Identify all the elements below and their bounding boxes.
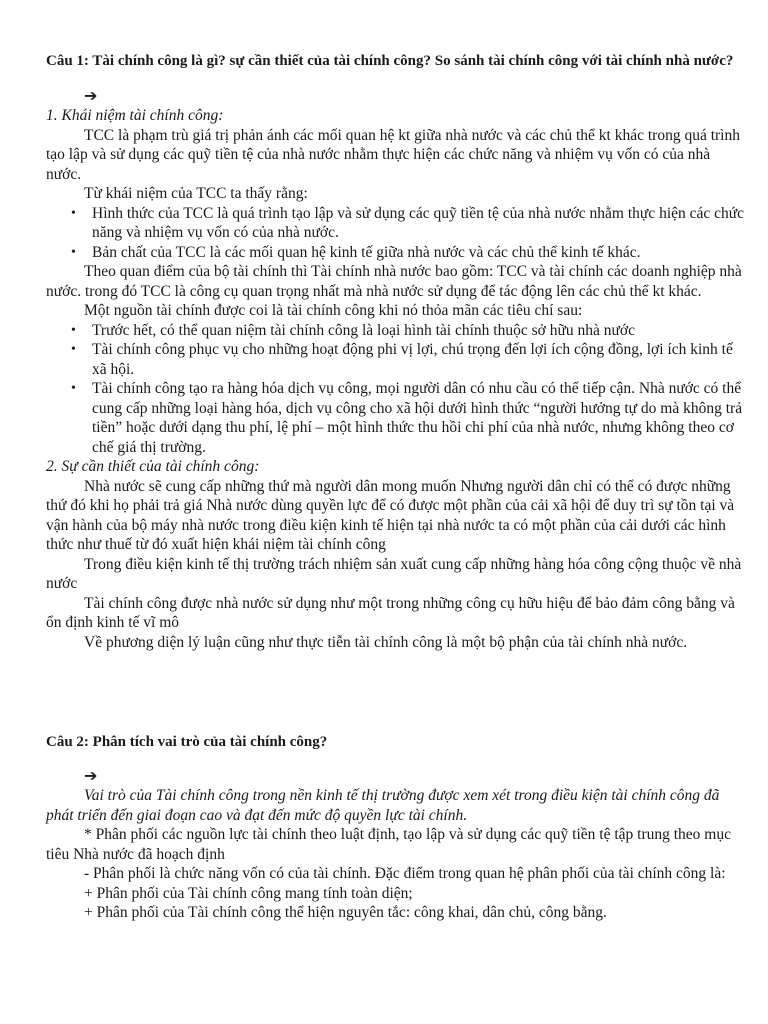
question-2-body	[46, 786, 746, 923]
question-1-body	[46, 106, 746, 652]
arrow-right-icon: ➔	[84, 768, 98, 785]
bullet-icon: •	[71, 205, 76, 221]
section-heading-definition: 1. Khái niệm tài chính công:	[46, 107, 224, 124]
bullet-icon: •	[71, 322, 76, 338]
bullet-icon: •	[71, 244, 76, 260]
bullet-icon: •	[71, 381, 76, 396]
paragraph: Về phương diện lý luận cũng như thực tiễn tài chính công là một bộ phận của tài chính nhà nước.	[84, 633, 688, 651]
question-2-title: Câu 2: Phân tích vai trò của tài chính công?	[46, 734, 328, 750]
paragraph: Tài chính công được nhà nước sử dụng như một trong những công cụ hữu hiệu để bảo đảm công bằng và ổn định kinh tế vĩ mô	[46, 594, 735, 631]
paragraph: Từ khái niệm của TCC ta thấy rằng:	[84, 185, 308, 202]
bullet-icon: •	[71, 342, 76, 357]
paragraph-intro: Vai trò của Tài chính công trong nền kinh tế thị trường được xem xét trong điều kiện tài chính công đã phát triển đến giai đoạn cao và đạt đến mức độ quyền lực tài chính.	[46, 787, 720, 824]
list-item	[71, 340, 746, 379]
list-item	[71, 379, 746, 457]
paragraph: Trong điều kiện kinh tế thị trường trách nhiệm sản xuất cung cấp những hàng hóa công cộng thuộc về nhà nước	[46, 555, 742, 592]
list-item-text: Tài chính công phục vụ cho những hoạt động phi vị lợi, chú trọng đến lợi ích cộng đồng, lợi ích kinh tế xã hội.	[92, 341, 733, 378]
section-heading-necessity: 2. Sự cần thiết của tài chính công:	[46, 458, 260, 475]
paragraph: Một nguồn tài chính được coi là tài chính công khi nó thỏa mãn các tiêu chí sau:	[84, 302, 583, 319]
paragraph: Theo quan điểm của bộ tài chính thì Tài chính nhà nước bao gồm: TCC và tài chính các doanh nghiệp nhà nước. trong đó TCC là công cụ quan trọng nhất mà nhà nước sử dụng để tác động lên các chủ thể kt khác.	[46, 263, 742, 300]
list-item	[71, 204, 746, 243]
paragraph: Nhà nước sẽ cung cấp những thứ mà người dân mong muốn Nhưng người dân chỉ có thể có được những thứ đó khi họ phải trả giá Nhà nước dùng quyền lực để có được một phần của cải xã hội để duy trì sự tồn tại và vận hành của bộ máy nhà nước trong điều kiện kinh tế hiện tại nhà nước ta có một phần của cải dưới các hình thức như thuế từ đó xuất hiện khái niệm tài chính công	[46, 477, 735, 553]
paragraph: + Phân phối của Tài chính công mang tính toàn diện;	[84, 884, 413, 902]
paragraph: * Phân phối các nguồn lực tài chính theo luật định, tạo lập và sử dụng các quỹ tiền tệ tập trung theo mục tiêu Nhà nước đã hoạch định	[46, 826, 731, 863]
paragraph: - Phân phối là chức năng vốn có của tài chính. Đặc điểm trong quan hệ phân phối của tài chính công là:	[84, 865, 726, 882]
arrow-right-icon: ➔	[84, 88, 98, 105]
paragraph: TCC là phạm trù giá trị phản ánh các mối quan hệ kt giữa nhà nước và các chủ thể kt khác trong quá trình tạo lập và sử dụng các quỹ tiền tệ của nhà nước nhằm thực hiện các chức năng và nhiệm vụ vốn có của nhà nước.	[46, 126, 740, 183]
list-item-text: Tài chính công tạo ra hàng hóa dịch vụ công, mọi người dân có nhu cầu có thể tiếp cận. Nhà nước có thể cung cấp những loại hàng hóa, dịch vụ công cho xã hội dưới hình thức “người hưởng tự do mà không trả tiền” hoặc dưới dạng thu phí, lệ phí – một hình thức thu hồi chi phí của nhà nước, nhưng không theo cơ chế giá thị trường.	[92, 380, 743, 456]
bullet-list	[46, 321, 746, 458]
list-item-text: Trước hết, có thể quan niệm tài chính công là loại hình tài chính thuộc sở hữu nhà nước	[92, 321, 635, 339]
list-item	[71, 243, 746, 263]
question-1-title: Câu 1: Tài chính công là gì? sự cần thiết của tài chính công? So sánh tài chính công với tài chính nhà nước?	[46, 53, 734, 69]
paragraph: + Phân phối của Tài chính công thể hiện nguyên tắc: công khai, dân chủ, công bằng.	[84, 904, 607, 921]
list-item-text: Hình thức của TCC là quá trình tạo lập và sử dụng các quỹ tiền tệ của nhà nước nhằm thực hiện các chức năng và nhiệm vụ vốn có của nhà nước.	[92, 204, 745, 241]
list-item-text: Bản chất của TCC là các mối quan hệ kinh tế giữa nhà nước và các chủ thể kinh tế khác.	[92, 243, 641, 261]
list-item	[71, 321, 746, 341]
bullet-list	[46, 204, 746, 263]
